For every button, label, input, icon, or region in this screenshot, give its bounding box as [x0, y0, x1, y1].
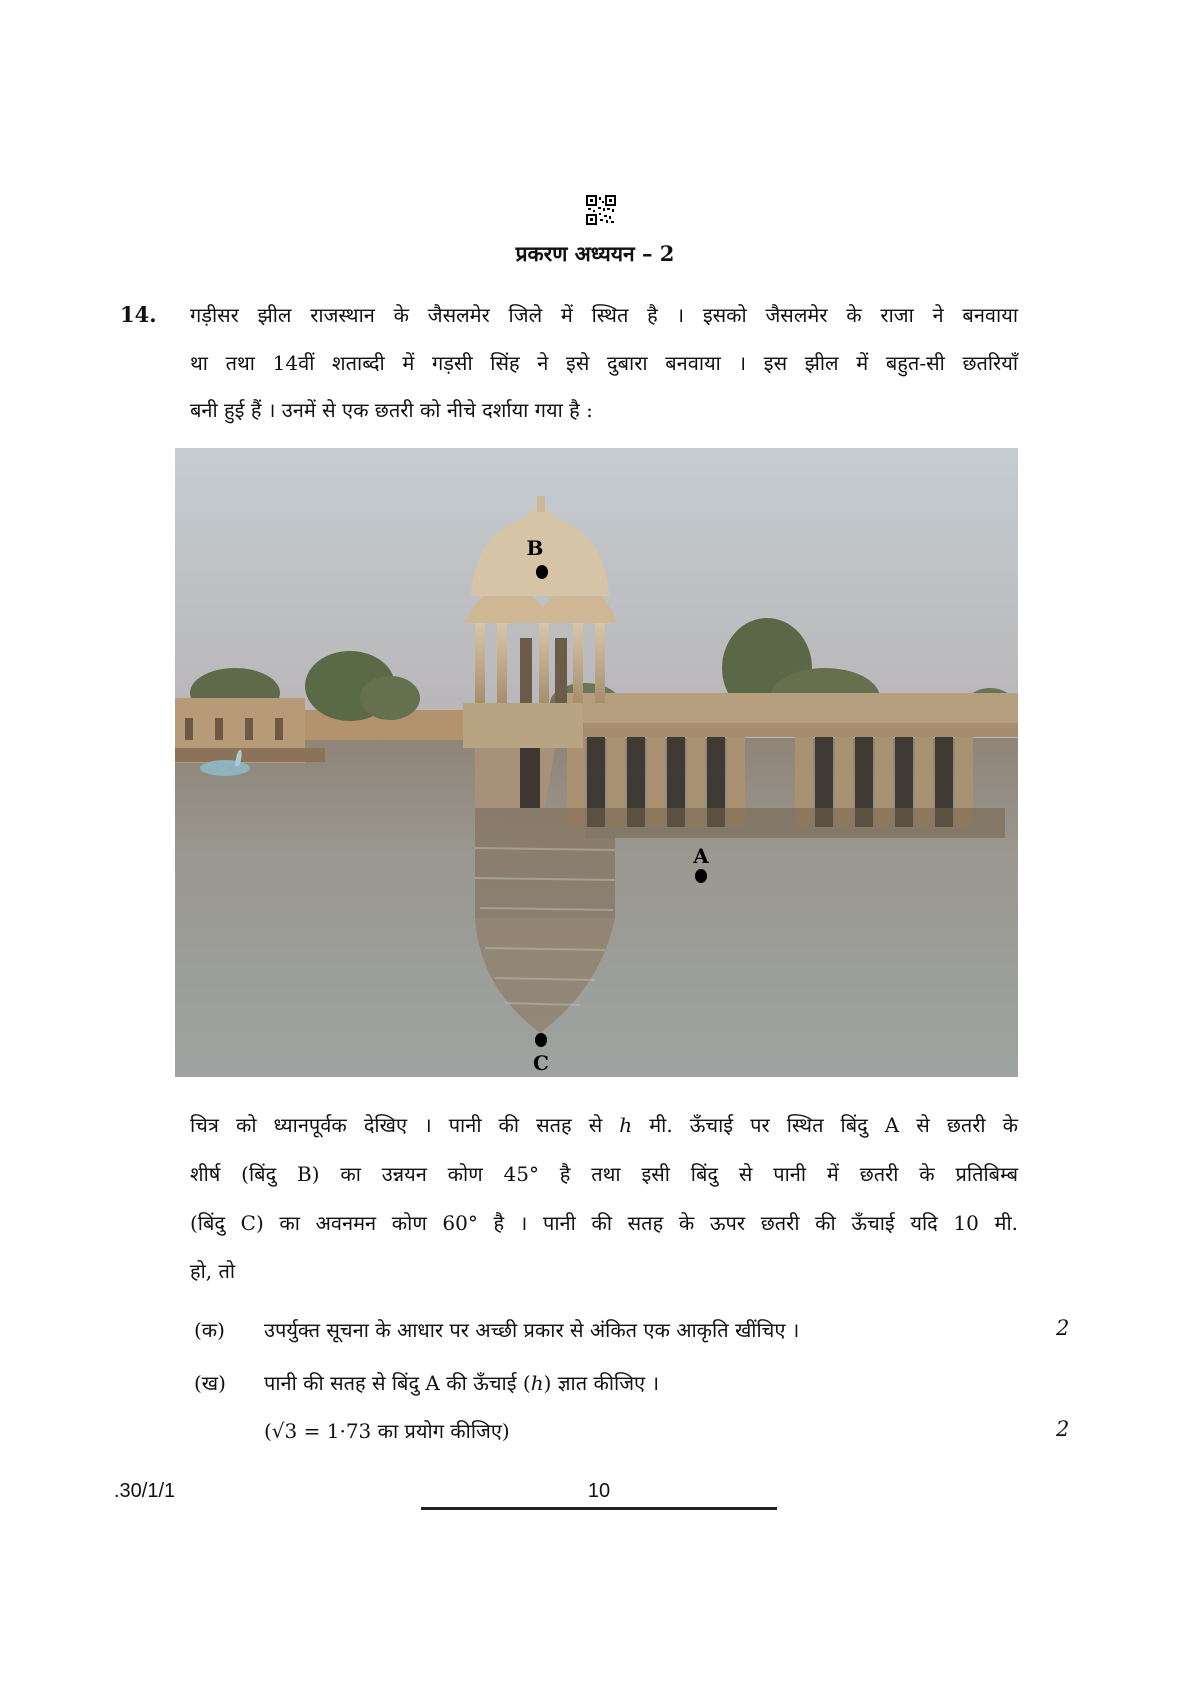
question-number: 14.: [120, 302, 157, 327]
chhatri-lake-photo: [175, 448, 1018, 1077]
variable-h: h: [619, 1113, 633, 1137]
section-title: प्रकरण अध्ययन – 2: [515, 241, 675, 266]
body-line-1-pre: चित्र को ध्यानपूर्वक देखिए । पानी की सतह से: [190, 1113, 620, 1137]
marker-c-label: C: [533, 1051, 549, 1075]
part-kha-text-pre: पानी की सतह से बिंदु A की ऊँचाई (: [264, 1371, 531, 1395]
body-line-3: (बिंदु C) का अवनमन कोण 60° है । पानी की सतह के ऊपर छतरी की ऊँचाई यदि 10 मी.: [190, 1211, 1018, 1235]
body-line-1: [190, 1112, 1018, 1138]
variable-h: h: [530, 1371, 544, 1395]
part-kha-marks: 2: [1056, 1417, 1070, 1441]
qr-code-icon: [586, 195, 616, 225]
intro-line-2: था तथा 14वीं शताब्दी में गड़सी सिंह ने इसे दुबारा बनवाया । इस झील में बहुत-सी छतरियाँ: [190, 351, 1018, 375]
footer-divider: [421, 1507, 777, 1510]
part-kha-label: (ख): [194, 1371, 226, 1395]
part-kha-hint: (√3 = 1·73 का प्रयोग कीजिए): [264, 1419, 510, 1443]
part-ka-marks: 2: [1056, 1316, 1070, 1340]
page-number: 10: [587, 1480, 611, 1502]
part-kha-text-post: ) ज्ञात कीजिए ।: [543, 1371, 660, 1395]
body-line-4: हो, तो: [190, 1259, 236, 1283]
marker-a-label: A: [693, 844, 709, 868]
intro-line-3: बनी हुई हैं । उनमें से एक छतरी को नीचे दर्शाया गया है :: [190, 398, 593, 422]
body-line-1-post: मी. ऊँचाई पर स्थित बिंदु A से छतरी के: [632, 1113, 1018, 1137]
intro-line-1: गड़ीसर झील राजस्थान के जैसलमेर जिले में स्थित है । इसको जैसलमेर के राजा ने बनवाया: [190, 303, 1018, 327]
part-ka-label: (क): [194, 1318, 225, 1342]
part-ka-text: उपर्युक्त सूचना के आधार पर अच्छी प्रकार से अंकित एक आकृति खींचिए ।: [264, 1318, 800, 1342]
part-kha-text: [264, 1369, 659, 1396]
paper-code: .30/1/1: [114, 1480, 176, 1502]
marker-c: [533, 1033, 549, 1075]
body-line-2: शीर्ष (बिंदु B) का उन्नयन कोण 45° है तथा इसी बिंदु से पानी में छतरी के प्रतिबिम्ब: [190, 1162, 1018, 1186]
marker-b-label: B: [526, 536, 544, 560]
